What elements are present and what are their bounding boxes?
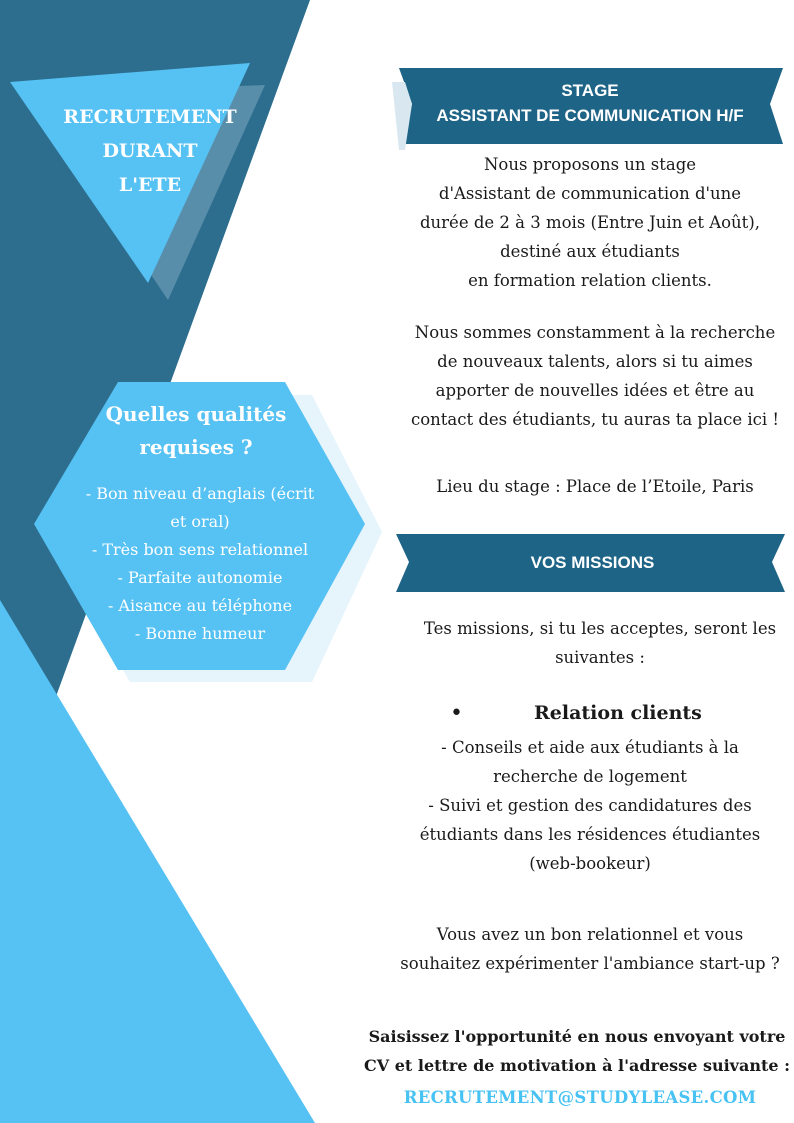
missions-intro-paragraph bbox=[405, 614, 794, 672]
bullet-dot-icon: • bbox=[450, 701, 463, 726]
paragraph-line: Tes missions, si tu les acceptes, seront les bbox=[423, 619, 777, 638]
call-to-action bbox=[360, 1022, 794, 1080]
qualities-list-item: - Parfaite autonomie bbox=[117, 568, 283, 587]
qualities-list-item: et oral) bbox=[170, 512, 230, 531]
paragraph-line: recherche de logement bbox=[493, 767, 687, 786]
intro-paragraph bbox=[395, 150, 785, 295]
location-line: Lieu du stage : Place de l’Etoile, Paris bbox=[436, 477, 754, 496]
paragraph-line: Nous sommes constamment à la recherche bbox=[414, 323, 776, 342]
paragraph-line: - Conseils et aide aux étudiants à la bbox=[441, 738, 739, 757]
qualities-list-item: - Aisance au téléphone bbox=[107, 596, 293, 615]
paragraph-line: étudiants dans les résidences étudiantes bbox=[419, 825, 761, 844]
paragraph-line: apporter de nouvelles idées et être au bbox=[435, 381, 755, 400]
qualities-list bbox=[70, 480, 330, 648]
mission-details bbox=[395, 733, 785, 878]
cta-line: CV et lettre de motivation à l'adresse suivante : bbox=[364, 1056, 790, 1075]
mission-heading: Relation clients bbox=[534, 702, 702, 724]
mission-bullet bbox=[450, 698, 780, 730]
recruitment-heading-line: L'ETE bbox=[118, 174, 182, 196]
paragraph-line: contact des étudiants, tu auras ta place ici ! bbox=[410, 410, 780, 429]
paragraph-line: d'Assistant de communication d'une bbox=[438, 184, 742, 203]
paragraph-line: de nouveaux talents, alors si tu aimes bbox=[437, 352, 753, 371]
paragraph-line: - Suivi et gestion des candidatures des bbox=[428, 796, 752, 815]
qualities-title-line: Quelles qualités bbox=[105, 402, 287, 426]
qualities-list-item: - Bon niveau d’anglais (écrit bbox=[85, 484, 315, 503]
qualities-title bbox=[80, 398, 312, 464]
contact-email-link[interactable]: RECRUTEMENT@STUDYLEASE.COM bbox=[403, 1088, 757, 1107]
recruitment-heading-line: DURANT bbox=[102, 140, 198, 162]
stage-banner-line: ASSISTANT DE COMMUNICATION H/F bbox=[436, 106, 744, 125]
recruitment-heading-line: RECRUTEMENT bbox=[63, 106, 237, 128]
paragraph-line: destiné aux étudiants bbox=[500, 242, 680, 261]
paragraph-line: en formation relation clients. bbox=[468, 271, 712, 290]
cta-line: Saisissez l'opportunité en nous envoyant votre bbox=[368, 1027, 786, 1046]
paragraph-line: durée de 2 à 3 mois (Entre Juin et Août), bbox=[419, 213, 760, 232]
missions-banner-title: VOS MISSIONS bbox=[530, 553, 655, 572]
qualities-title-line: requises ? bbox=[139, 435, 253, 459]
paragraph-line: Nous proposons un stage bbox=[483, 155, 697, 174]
paragraph-line: suivantes : bbox=[555, 648, 645, 667]
paragraph-line: Vous avez un bon relationnel et vous bbox=[436, 925, 744, 944]
paragraph-line: souhaitez expérimenter l'ambiance start-up ? bbox=[400, 954, 780, 973]
stage-banner-line: STAGE bbox=[561, 81, 619, 100]
recruitment-heading bbox=[40, 100, 260, 202]
qualities-list-item: - Très bon sens relationnel bbox=[91, 540, 309, 559]
paragraph-line: (web-bookeur) bbox=[529, 854, 651, 873]
talents-paragraph bbox=[395, 318, 794, 434]
closing-paragraph bbox=[385, 920, 794, 978]
stage-banner-title bbox=[400, 78, 780, 128]
qualities-list-item: - Bonne humeur bbox=[134, 624, 266, 643]
